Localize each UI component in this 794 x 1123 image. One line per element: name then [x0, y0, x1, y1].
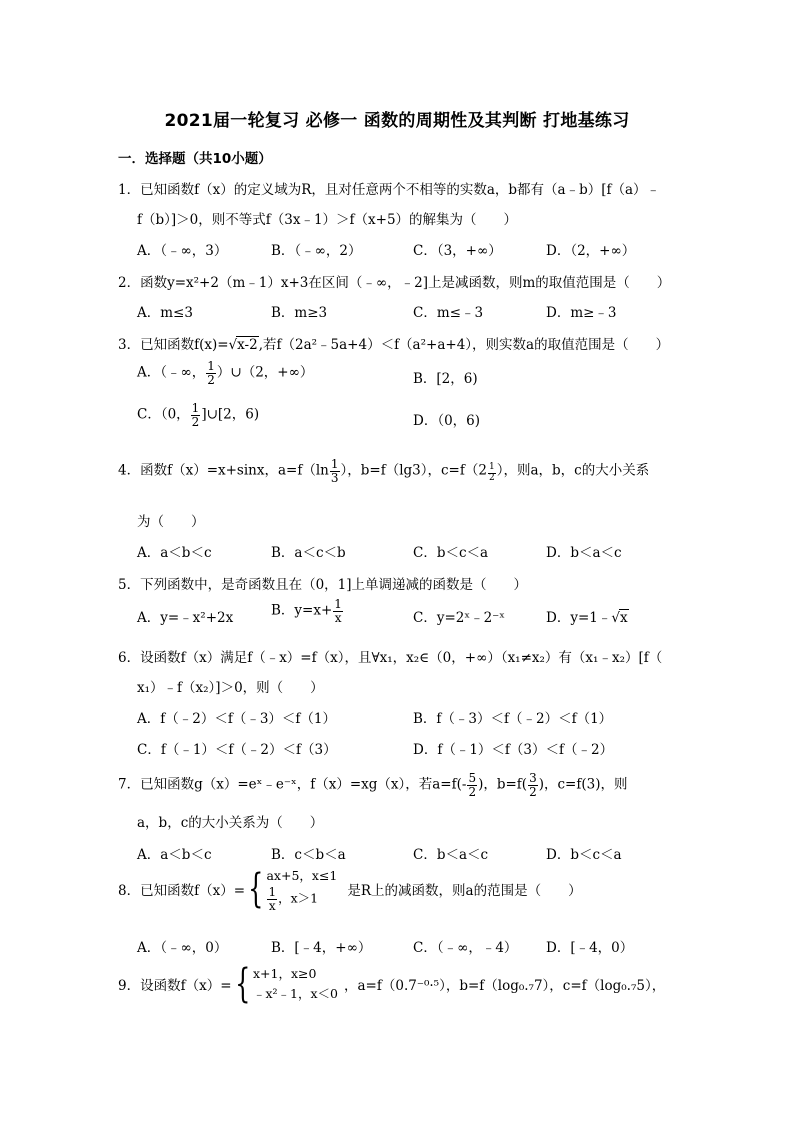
- numerator: 1: [268, 885, 277, 899]
- q1-option-c: C．（3，+∞）: [413, 243, 502, 259]
- q4-option-d: D．b＜a＜c: [546, 545, 622, 561]
- q4-option-b: B．a＜c＜b: [271, 545, 346, 561]
- case-2: [266, 886, 337, 912]
- numerator: 1: [334, 597, 342, 611]
- q5-d-prefix: D．y=1﹣: [546, 610, 612, 626]
- sqrt-symbol: √x-2: [228, 337, 258, 353]
- question-4-line-1: [118, 458, 649, 484]
- piecewise-cases: [253, 964, 338, 1004]
- case-2-condition: ，x＞1: [278, 890, 319, 906]
- q5-option-d: [546, 606, 629, 626]
- q8-prefix: 8．已知函数f（x）=: [118, 883, 246, 900]
- q3-option-a: [137, 360, 313, 386]
- q5-option-a: A．y=﹣x²+2x: [137, 610, 234, 626]
- numerator: 5: [468, 771, 477, 785]
- q3-a-suffix: ）∪（2，+∞）: [216, 364, 314, 381]
- q3-suffix: ,若f（2a²﹣5a+4）＜f（a²+a+4），则实数a的取值范围是（ ）: [258, 337, 670, 353]
- q6-option-b: B．f（﹣3）＜f（﹣2）＜f（1）: [413, 711, 613, 727]
- q7-option-a: A．a＜b＜c: [137, 847, 212, 863]
- question-1-line-1: 1．已知函数f（x）的定义域为R，且对任意两个不相等的实数a，b都有（a﹣b）[f（a）﹣: [118, 182, 661, 198]
- fraction: [191, 402, 201, 428]
- section-heading: 一．选择题（共10小题）: [118, 151, 272, 167]
- numerator: 1: [488, 462, 495, 473]
- q3-option-b: B．[2，6): [413, 371, 478, 387]
- q2-option-a: A．m≤3: [137, 305, 193, 321]
- numerator: 1: [207, 359, 215, 373]
- question-5-line-1: 5．下列函数中，是奇函数且在（0，1]上单调递减的函数是（ ）: [118, 577, 528, 593]
- denominator: 2: [207, 372, 215, 387]
- q3-option-c: [137, 402, 259, 428]
- q4-option-a: A．a＜b＜c: [137, 545, 212, 561]
- denominator: x: [334, 610, 342, 625]
- piecewise-brace: {: [234, 961, 250, 1007]
- fraction: [267, 886, 277, 912]
- q7-option-d: D．b＜c＜a: [546, 847, 622, 863]
- question-8-line-1: [118, 866, 582, 912]
- q7-option-c: C．b＜a＜c: [413, 847, 489, 863]
- q7-option-b: B．c＜b＜a: [271, 847, 346, 863]
- q6-option-c: C．f（﹣1）＜f（﹣2）＜f（3）: [137, 742, 337, 758]
- q8-option-d: D．[﹣4，0）: [546, 940, 634, 956]
- q4-prefix: 4．函数f（x）=x+sinx，a=f（ln: [118, 462, 329, 479]
- q7-prefix: 7．已知函数g（x）=eˣ﹣e⁻ˣ，f（x）=xg（x），若a=f(-: [118, 776, 467, 793]
- q8-option-a: A．（﹣∞，0）: [137, 940, 228, 956]
- radicand: x: [619, 610, 628, 626]
- piecewise-brace: {: [248, 866, 264, 913]
- q3-c-prefix: C．（0，: [137, 406, 190, 423]
- question-9-line-1: [118, 961, 666, 1007]
- q1-option-b: B．（﹣∞，2）: [271, 243, 362, 259]
- question-7-line-1: [118, 772, 627, 798]
- q3-prefix: 3．已知函数f(x)=: [118, 337, 229, 353]
- q7-middle: )，b=f(: [478, 776, 528, 793]
- question-3-line-1: [118, 333, 669, 353]
- case-1: ax+5，x≤1: [266, 868, 338, 883]
- q4-suffix: ），则a，b，c的大小关系: [496, 462, 650, 479]
- q7-suffix: )，c=f(3)，则: [538, 776, 628, 793]
- fraction: [467, 772, 477, 798]
- fraction: [528, 772, 538, 798]
- q3-a-prefix: A．（﹣∞，: [137, 364, 206, 381]
- q3-radicand: x-2: [237, 337, 258, 353]
- page-title: 2021届一轮复习 必修一 函数的周期性及其判断 打地基练习: [164, 111, 630, 131]
- q6-option-d: D．f（﹣1）＜f（3）＜f（﹣2）: [413, 742, 614, 758]
- question-6-line-1: 6．设函数f（x）满足f（﹣x）=f（x），且∀x₁，x₂∈（0，+∞）（x₁≠x₂）有（x₁﹣x₂）[f（: [118, 650, 663, 666]
- case-1: x+1，x≥0: [252, 966, 317, 981]
- q8-option-c: C．（﹣∞，﹣4）: [413, 940, 518, 956]
- q1-option-a: A．（﹣∞，3）: [137, 243, 228, 259]
- q2-option-b: B．m≥3: [271, 305, 328, 321]
- denominator: 2: [529, 784, 537, 799]
- denominator: x: [268, 898, 276, 913]
- q5-b-prefix: B．y=x+: [271, 602, 333, 619]
- q9-suffix: ，a=f（0.7⁻⁰·⁵），b=f（log₀.₇7），c=f（log₀.₇5），: [344, 978, 666, 994]
- q8-suffix: 是R上的减函数，则a的范围是（ ）: [347, 883, 582, 900]
- q5-option-b: [271, 598, 344, 624]
- question-1-line-2: f（b）]＞0，则不等式f（3x﹣1）＞f（x+5）的解集为（ ）: [137, 212, 518, 228]
- q4-option-c: C．b＜c＜a: [413, 545, 489, 561]
- q4-middle: ），b=f（lg3），c=f（2: [340, 462, 487, 479]
- question-6-line-2: x₁）﹣f（x₂）]＞0，则（ ）: [137, 680, 324, 696]
- numerator: 3: [529, 771, 537, 785]
- sqrt-symbol: √x: [611, 610, 628, 626]
- q5-option-c: C．y=2ˣ﹣2⁻ˣ: [413, 610, 506, 626]
- piecewise-cases: [266, 866, 337, 912]
- case-2: ﹣x²﹣1，x＜0: [252, 986, 338, 1001]
- q2-option-c: C．m≤﹣3: [413, 305, 484, 321]
- denominator: 3: [330, 470, 339, 485]
- q8-option-b: B．[﹣4，+∞）: [271, 940, 372, 956]
- q2-option-d: D．m≥﹣3: [546, 305, 617, 321]
- exponent-fraction: [488, 463, 496, 483]
- fraction: [206, 360, 216, 386]
- question-4-line-2: 为（ ）: [137, 514, 205, 530]
- fraction: [333, 598, 343, 624]
- q1-option-d: D．（2，+∞）: [546, 243, 636, 259]
- denominator: 2: [468, 784, 477, 799]
- denominator: 2: [191, 414, 200, 429]
- fraction: [330, 458, 340, 484]
- q3-c-suffix: ]∪[2，6): [201, 406, 260, 423]
- question-7-line-2: a，b，c的大小关系为（ ）: [137, 815, 324, 831]
- question-2-line-1: 2．函数y=x²+2（m﹣1）x+3在区间（﹣∞，﹣2]上是减函数，则m的取值范围是（ ）: [118, 275, 671, 291]
- denominator: 2: [488, 472, 495, 483]
- numerator: 1: [191, 401, 200, 415]
- q3-option-d: D．（0，6): [413, 413, 481, 429]
- numerator: 1: [330, 457, 339, 471]
- q9-prefix: 9．设函数f（x）=: [118, 978, 232, 994]
- q6-option-a: A．f（﹣2）＜f（﹣3）＜f（1）: [137, 711, 337, 727]
